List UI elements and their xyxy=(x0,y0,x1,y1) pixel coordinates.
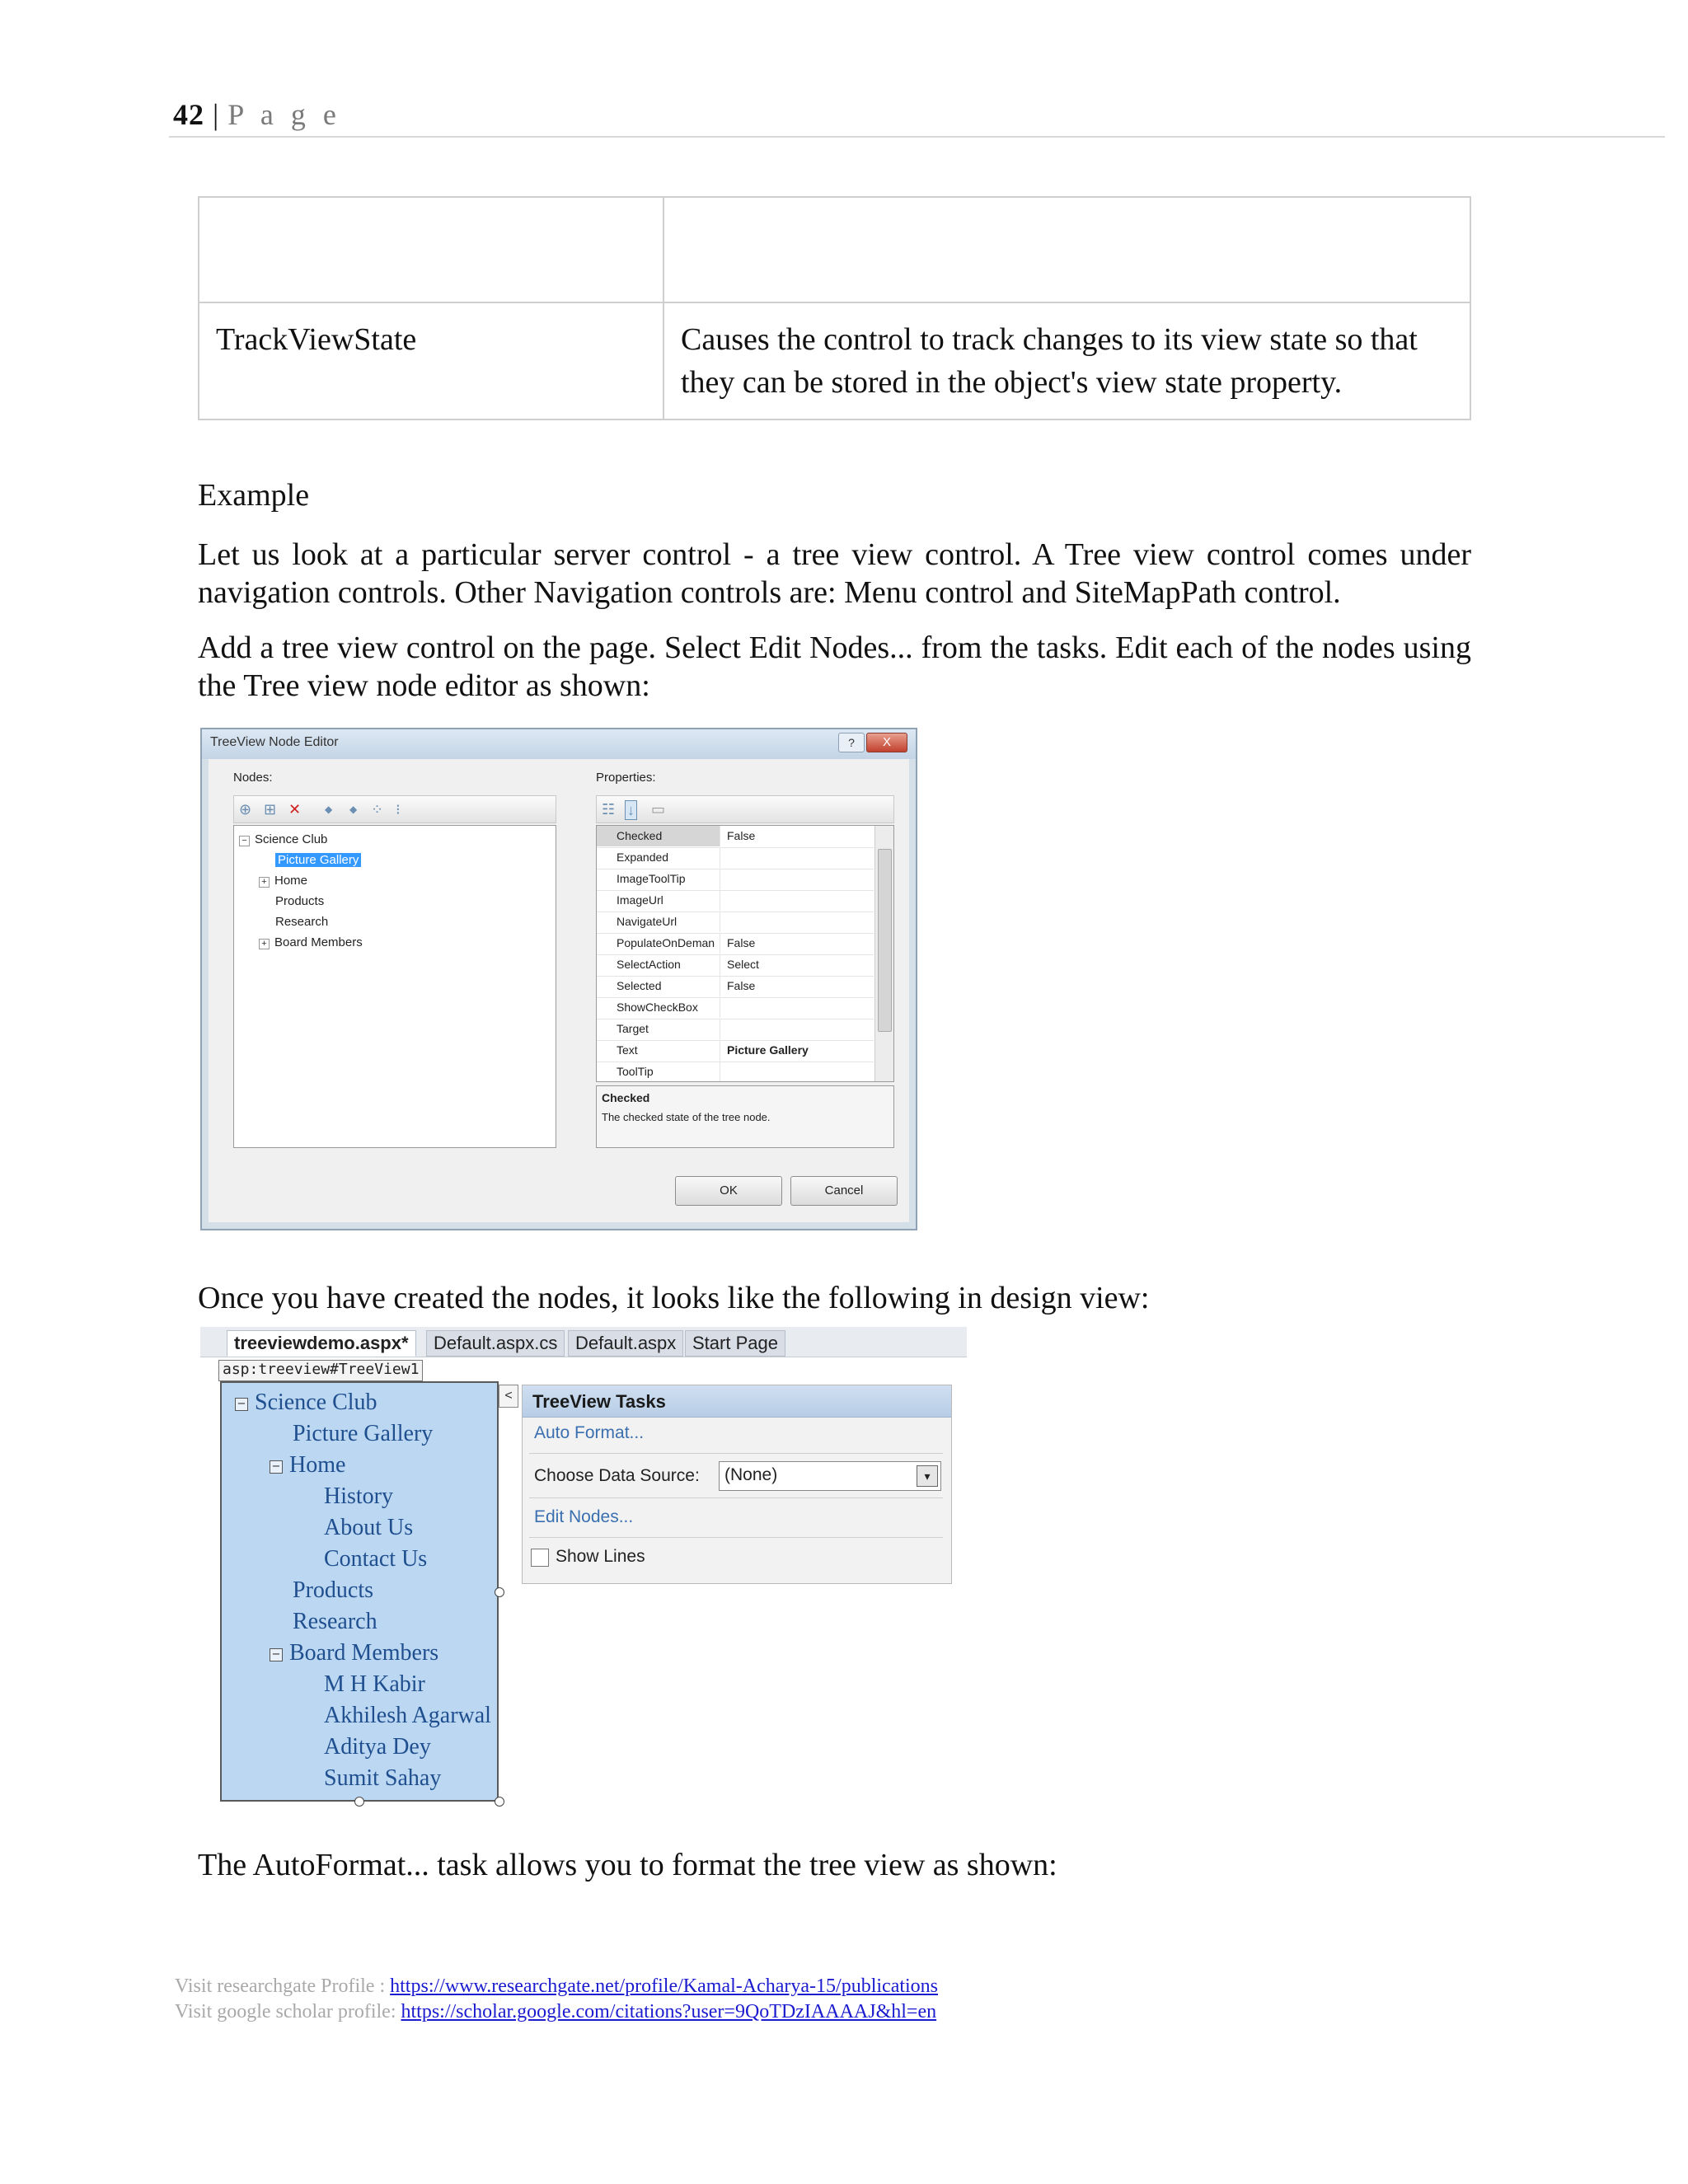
footer-prefix: Visit researchgate Profile : xyxy=(175,1975,391,1997)
treeview-node-editor-dialog xyxy=(200,728,917,1230)
add-root-node-icon[interactable]: ⊕ xyxy=(239,801,252,818)
close-button[interactable]: X xyxy=(866,733,907,752)
autoformat-paragraph: The AutoFormat... task allows you to format the tree view as shown: xyxy=(198,1848,1057,1882)
property-row[interactable] xyxy=(597,826,874,848)
auto-format-link[interactable]: Auto Format... xyxy=(534,1423,645,1442)
property-name: NavigateUrl xyxy=(597,912,720,932)
tab-treeviewdemo[interactable]: treeviewdemo.aspx* xyxy=(227,1330,416,1357)
property-description xyxy=(596,1085,894,1148)
expand-icon[interactable]: + xyxy=(259,939,270,949)
property-value[interactable]: False xyxy=(727,829,756,842)
property-name: SelectAction xyxy=(597,954,720,975)
indent-icon[interactable]: ⁘ xyxy=(371,801,384,818)
alphabetical-icon[interactable]: ↓ xyxy=(625,800,637,820)
property-value[interactable]: False xyxy=(727,979,756,992)
property-name: ShowCheckBox xyxy=(597,997,720,1018)
properties-grid xyxy=(596,825,894,1082)
tree-node[interactable]: History xyxy=(324,1483,393,1509)
nodes-label: Nodes: xyxy=(233,771,273,785)
tree-node[interactable]: Contact Us xyxy=(324,1546,428,1572)
tree-node-label: Home xyxy=(289,1452,346,1478)
divider xyxy=(529,1453,943,1454)
table-cell-description xyxy=(663,197,1470,302)
tree-node[interactable]: Products xyxy=(293,1577,373,1603)
delete-node-icon[interactable]: ✕ xyxy=(288,801,302,818)
data-source-label: Choose Data Source: xyxy=(534,1466,700,1485)
footer-line-researchgate xyxy=(175,1974,938,1999)
treeview-control[interactable] xyxy=(220,1381,499,1802)
property-description-title: Checked xyxy=(602,1091,650,1104)
tree-node-label: Board Members xyxy=(274,935,363,949)
edit-nodes-link[interactable]: Edit Nodes... xyxy=(534,1507,634,1526)
chevron-down-icon[interactable]: ▾ xyxy=(917,1465,938,1487)
add-child-node-icon[interactable]: ⊞ xyxy=(264,801,277,818)
tree-node[interactable]: About Us xyxy=(324,1515,414,1540)
resize-handle[interactable] xyxy=(495,1587,504,1597)
property-table xyxy=(198,196,1471,420)
ok-button[interactable]: OK xyxy=(675,1176,782,1206)
collapse-icon[interactable]: − xyxy=(239,836,250,846)
tree-node[interactable] xyxy=(239,832,327,846)
show-lines-checkbox[interactable] xyxy=(531,1549,549,1567)
control-tag: asp:treeview#TreeView1 xyxy=(218,1360,423,1381)
move-down-icon[interactable]: ◆ xyxy=(349,804,358,815)
table-row xyxy=(199,197,1470,302)
property-name: Text xyxy=(597,1040,720,1061)
edit-nodes-paragraph: Add a tree view control on the page. Select Edit Nodes... from the tasks. Edit each of the nodes using the Tree view node editor as shown: xyxy=(198,630,1471,703)
resize-handle[interactable] xyxy=(354,1797,364,1807)
tasks-collapse-button[interactable]: < xyxy=(499,1385,518,1408)
properties-scrollbar[interactable] xyxy=(874,826,893,1081)
property-row[interactable] xyxy=(597,1062,874,1082)
property-row[interactable] xyxy=(597,1040,874,1062)
nodes-tree xyxy=(233,825,556,1148)
property-name: Checked xyxy=(597,826,720,846)
example-heading: Example xyxy=(198,478,310,513)
property-row[interactable] xyxy=(597,869,874,891)
properties-toolbar xyxy=(596,795,894,823)
header-rule xyxy=(169,136,1665,138)
help-button[interactable]: ? xyxy=(838,733,865,752)
property-value[interactable]: Select xyxy=(727,958,759,971)
design-view-paragraph: Once you have created the nodes, it looks like the following in design view: xyxy=(198,1281,1150,1315)
table-cell-description: Causes the control to track changes to its view state so that they can be stored in the object's view state property. xyxy=(663,302,1470,419)
cancel-button[interactable]: Cancel xyxy=(790,1176,898,1206)
tree-node-label: Home xyxy=(274,874,308,888)
collapse-icon[interactable]: − xyxy=(270,1460,283,1474)
tree-node[interactable] xyxy=(235,1390,377,1416)
tree-node[interactable]: Akhilesh Agarwal xyxy=(324,1703,491,1728)
tab-default-cs[interactable]: Default.aspx.cs xyxy=(426,1330,565,1357)
tree-node[interactable] xyxy=(259,935,363,949)
property-row[interactable] xyxy=(597,847,874,869)
tree-node[interactable]: M H Kabir xyxy=(324,1671,425,1697)
property-name: PopulateOnDeman xyxy=(597,933,720,954)
tab-start-page[interactable]: Start Page xyxy=(685,1330,785,1357)
property-name: ImageUrl xyxy=(597,890,720,911)
property-row[interactable] xyxy=(597,912,874,934)
header-separator: | xyxy=(204,98,228,131)
tree-node-label: Science Club xyxy=(255,1390,377,1415)
property-name: Expanded xyxy=(597,847,720,868)
page-word: P a g e xyxy=(227,98,341,131)
show-lines-label: Show Lines xyxy=(556,1547,645,1566)
treeview-tasks-panel xyxy=(522,1385,952,1584)
property-row[interactable] xyxy=(597,997,874,1019)
page-number: 42 xyxy=(173,98,204,131)
google-scholar-link[interactable]: https://scholar.google.com/citations?user=9QoTDzIAAAAJ&hl=en xyxy=(401,2001,937,2022)
collapse-icon[interactable]: − xyxy=(270,1648,283,1661)
tree-node-label: Science Club xyxy=(255,832,328,846)
footer-line-scholar xyxy=(175,1999,938,2025)
tasks-header xyxy=(523,1385,951,1418)
tree-node[interactable]: Research xyxy=(275,915,329,929)
intro-paragraph: Let us look at a particular server control - a tree view control. A Tree view control comes under navigation controls. Other Navigation controls are: Menu control and SiteMapPath control. xyxy=(198,537,1471,610)
collapse-icon[interactable]: − xyxy=(235,1398,248,1411)
table-row xyxy=(199,302,1470,419)
tree-node[interactable]: Aditya Dey xyxy=(324,1734,431,1760)
property-name: ToolTip xyxy=(597,1062,720,1082)
tree-node-label: Board Members xyxy=(289,1640,439,1666)
page-footer xyxy=(175,1974,938,2025)
property-row[interactable] xyxy=(597,1019,874,1041)
data-source-select[interactable] xyxy=(719,1461,941,1491)
move-up-icon[interactable]: ◆ xyxy=(325,804,333,815)
property-description-text: The checked state of the tree node. xyxy=(602,1111,771,1123)
resize-handle[interactable] xyxy=(495,1797,504,1807)
tree-node-selected[interactable]: Picture Gallery xyxy=(275,853,361,867)
tree-node[interactable] xyxy=(270,1452,345,1479)
tasks-title: TreeView Tasks xyxy=(532,1391,666,1412)
tab-default-aspx[interactable]: Default.aspx xyxy=(568,1330,683,1357)
property-name: Selected xyxy=(597,976,720,996)
property-row[interactable] xyxy=(597,933,874,955)
property-name: ImageToolTip xyxy=(597,869,720,889)
page-header xyxy=(173,97,341,132)
property-value[interactable]: False xyxy=(727,936,756,949)
divider xyxy=(529,1497,943,1498)
property-row[interactable] xyxy=(597,976,874,998)
property-name: Target xyxy=(597,1019,720,1039)
property-row[interactable] xyxy=(597,954,874,977)
scrollbar-thumb[interactable] xyxy=(878,849,892,1032)
design-view xyxy=(200,1327,967,1821)
dialog-title: TreeView Node Editor xyxy=(210,735,339,749)
categorized-icon[interactable]: ☷ xyxy=(602,801,616,818)
table-cell-name: TrackViewState xyxy=(199,302,663,419)
property-value[interactable]: Picture Gallery xyxy=(727,1043,809,1057)
document-tabs xyxy=(200,1327,967,1357)
dialog-body xyxy=(209,759,909,1222)
tree-node[interactable]: Products xyxy=(275,894,325,908)
expand-icon[interactable]: + xyxy=(259,877,270,888)
tree-node[interactable] xyxy=(259,874,307,888)
tree-node[interactable]: Sumit Sahay xyxy=(324,1765,442,1791)
divider xyxy=(529,1537,943,1538)
tree-node[interactable]: Picture Gallery xyxy=(293,1421,434,1446)
researchgate-link[interactable]: https://www.researchgate.net/profile/Kamal-Acharya-15/publications xyxy=(390,1975,939,1997)
nodes-toolbar xyxy=(233,795,556,823)
tree-node[interactable] xyxy=(270,1640,438,1666)
tree-node[interactable]: Research xyxy=(293,1609,377,1634)
property-pages-icon[interactable]: ▭ xyxy=(651,801,666,818)
table-cell-name xyxy=(199,197,663,302)
footer-prefix: Visit google scholar profile: xyxy=(175,2001,401,2022)
property-row[interactable] xyxy=(597,890,874,912)
properties-label: Properties: xyxy=(596,771,656,785)
dialog-titlebar xyxy=(202,729,916,759)
outdent-icon[interactable]: ⁝ xyxy=(396,801,401,818)
data-source-value: (None) xyxy=(724,1465,778,1484)
